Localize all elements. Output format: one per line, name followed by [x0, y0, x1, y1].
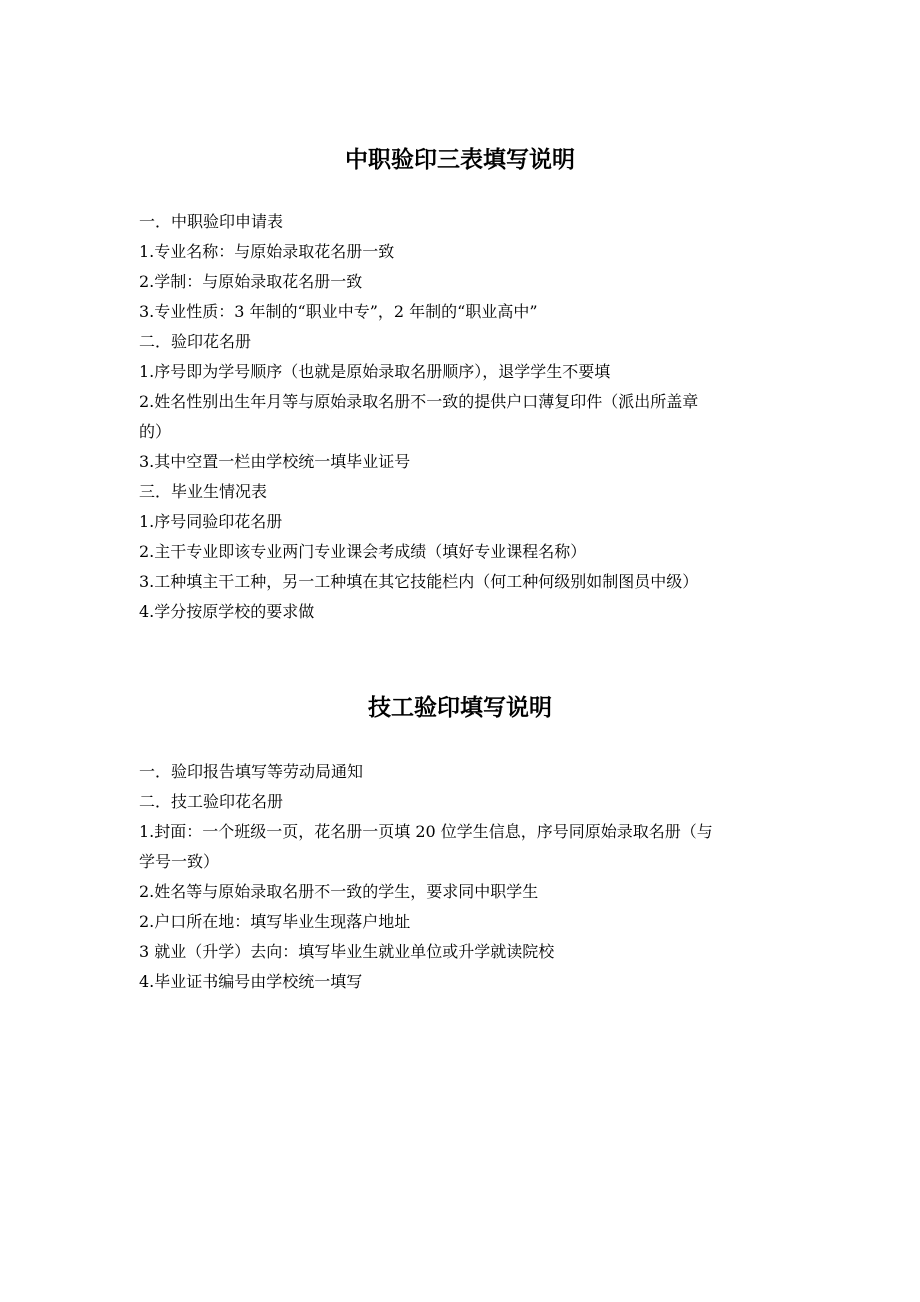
heading-application-form: 一．中职验印申请表 [139, 212, 284, 231]
list-item-continuation: 的） [139, 422, 172, 441]
list-item: 4.毕业证书编号由学校统一填写 [139, 972, 363, 991]
list-item-continuation: 学号一致） [139, 852, 220, 871]
heading-report: 一．验印报告填写等劳动局通知 [139, 762, 364, 781]
list-item: 1.序号即为学号顺序（也就是原始录取名册顺序），退学学生不要填 [139, 362, 611, 381]
list-item: 2.主干专业即该专业两门专业课会考成绩（填好专业课程名称） [139, 542, 587, 561]
list-item: 3 就业（升学）去向：填写毕业生就业单位或升学就读院校 [139, 942, 555, 961]
heading-graduate-status: 三．毕业生情况表 [139, 482, 268, 501]
list-item: 1.序号同验印花名册 [139, 512, 283, 531]
list-item: 2.学制：与原始录取花名册一致 [139, 272, 363, 291]
section-title-jigong: 技工验印填写说明 [368, 694, 552, 721]
section-body-zhongzhi [139, 207, 799, 627]
list-item: 1.封面：一个班级一页，花名册一页填 20 位学生信息，序号同原始录取名册（与 [139, 822, 713, 841]
heading-roster: 二．验印花名册 [139, 332, 252, 351]
section-body-jigong [139, 757, 799, 997]
heading-roster: 二．技工验印花名册 [139, 792, 284, 811]
list-item: 2.姓名性别出生年月等与原始录取名册不一致的提供户口薄复印件（派出所盖章 [139, 392, 699, 411]
list-item: 1.专业名称：与原始录取花名册一致 [139, 242, 395, 261]
list-item: 2.姓名等与原始录取名册不一致的学生，要求同中职学生 [139, 882, 539, 901]
list-item: 4.学分按原学校的要求做 [139, 602, 315, 621]
list-item: 3.工种填主干工种，另一工种填在其它技能栏内（何工种何级别如制图员中级） [139, 572, 699, 591]
list-item: 2.户口所在地：填写毕业生现落户地址 [139, 912, 411, 931]
list-item: 3.专业性质：3 年制的“职业中专”，2 年制的“职业高中” [139, 302, 538, 321]
list-item: 3.其中空置一栏由学校统一填毕业证号 [139, 452, 411, 471]
section-title-zhongzhi: 中职验印三表填写说明 [345, 146, 575, 173]
